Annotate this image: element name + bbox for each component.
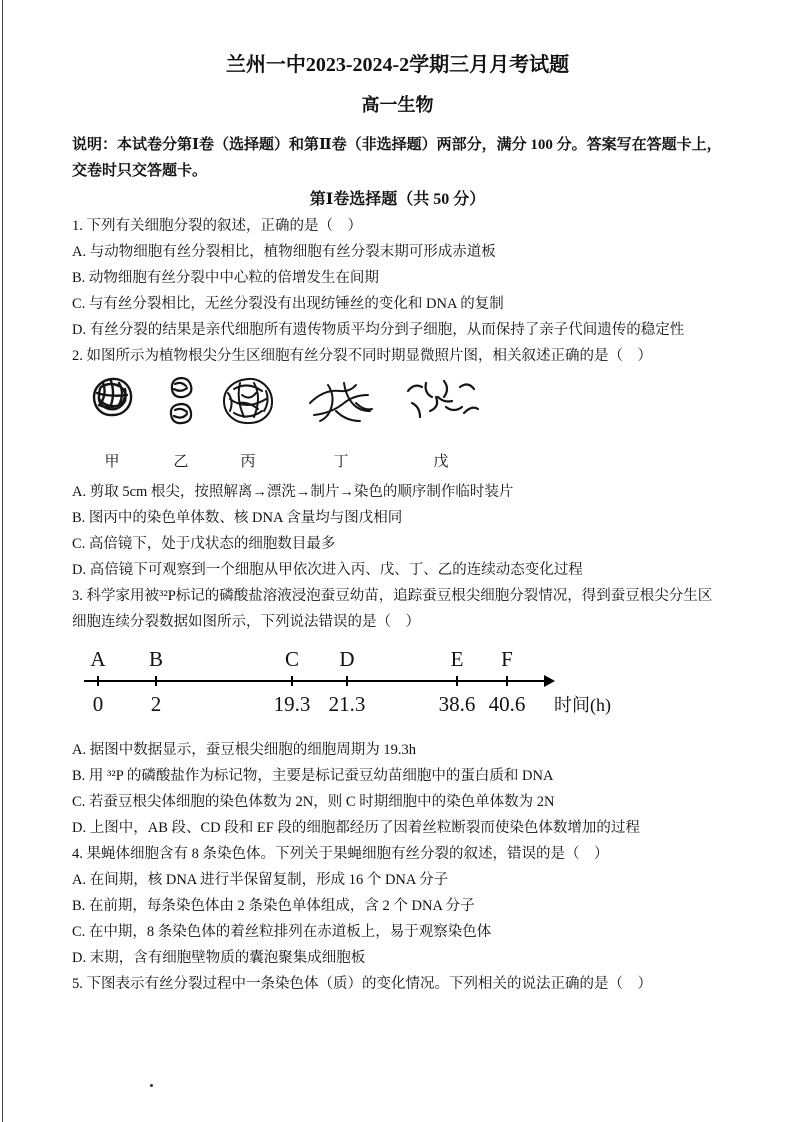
- timeline-value: 21.3: [328, 692, 366, 716]
- timeline-letter: E: [450, 647, 464, 671]
- cell-image-wu: [398, 375, 484, 471]
- cell-image-ding: [304, 375, 378, 471]
- question-2-stem: 2. 如图所示为植物根尖分生区细胞有丝分裂不同时期显微照片图，相关叙述正确的是（ ）: [72, 348, 652, 364]
- cell-blob-icon: [402, 375, 480, 425]
- question-1: [72, 213, 723, 343]
- question-3-stem: 3. 科学家用被³²P标记的磷酸盐溶液浸泡蚕豆幼苗，追踪蚕豆根尖细胞分裂情况，得到蚕豆根尖分生区细胞连续分裂数据如图所示，下列说法错误的是（ ）: [72, 588, 713, 630]
- question-4-option-a: A. 在间期，核 DNA 进行半保留复制，形成 16 个 DNA 分子: [72, 872, 449, 888]
- cell-label: 甲: [104, 454, 120, 470]
- mitosis-micrograph-figure: [72, 375, 723, 475]
- timeline-tick: [97, 676, 99, 686]
- question-5: [72, 971, 723, 997]
- page-title: 兰州一中2023-2024-2学期三月月考试题: [225, 54, 570, 76]
- timeline-tick: [346, 676, 348, 686]
- question-3: [72, 583, 723, 841]
- timeline-value: 19.3: [273, 692, 311, 716]
- question-5-stem: 5. 下图表示有丝分裂过程中一条染色体（质）的变化情况。下列相关的说法正确的是（ ）: [72, 976, 652, 992]
- timeline-unit-label: 时间(h): [554, 695, 611, 715]
- question-3-option-b: B. 用 ³²P 的磷酸盐作为标记物，主要是标记蚕豆幼苗细胞中的蛋白质和 DNA: [72, 768, 554, 784]
- exam-instructions: 说明：本试卷分第Ⅰ卷（选择题）和第Ⅱ卷（非选择题）两部分，满分 100 分。答案写在答题卡上，交卷时只交答题卡。: [72, 137, 722, 179]
- timeline-tick: [506, 676, 508, 686]
- timeline-tick: [155, 676, 157, 686]
- question-2-option-b: B. 图丙中的染色单体数、核 DNA 含量均与图戊相同: [72, 510, 403, 526]
- cell-blob-icon: [89, 375, 135, 419]
- timeline-value: 2: [150, 692, 162, 716]
- question-3-option-a: A. 据图中数据显示，蚕豆根尖细胞的细胞周期为 19.3h: [72, 742, 416, 758]
- cell-image-jia: [86, 375, 138, 471]
- question-4-option-c: C. 在中期，8 条染色体的着丝粒排列在赤道板上，易于观察染色体: [72, 924, 492, 940]
- cell-image-bing: [218, 375, 278, 471]
- timeline-value: 38.6: [438, 692, 476, 716]
- question-4-option-b: B. 在前期，每条染色体由 2 条染色单体组成，含 2 个 DNA 分子: [72, 898, 475, 914]
- question-3-option-c: C. 若蚕豆根尖体细胞的染色体数为 2N，则 C 时期细胞中的染色单体数为 2N: [72, 794, 555, 810]
- cell-label: 乙: [173, 454, 189, 470]
- question-2-option-c: C. 高倍镜下，处于戊状态的细胞数目最多: [72, 536, 336, 552]
- timeline-letter: F: [501, 647, 513, 671]
- timeline-value: 0: [92, 692, 104, 716]
- question-4-option-d: D. 末期，含有细胞壁物质的囊泡聚集成细胞板: [72, 950, 366, 966]
- timeline-axis-line: [84, 680, 546, 682]
- section-header: 第Ⅰ卷选择题（共 50 分）: [309, 191, 486, 208]
- question-4: [72, 841, 723, 971]
- timeline-tick: [456, 676, 458, 686]
- timeline-letter: B: [148, 647, 164, 671]
- question-2-option-d: D. 高倍镜下可观察到一个细胞从甲依次进入丙、戊、丁、乙的连续动态变化过程: [72, 562, 583, 578]
- cell-label: 丁: [333, 454, 349, 470]
- timeline-letter: A: [90, 647, 106, 671]
- cell-cycle-timeline-figure: [72, 647, 723, 727]
- cell-blob-icon: [220, 375, 276, 427]
- timeline-value: 40.6: [488, 692, 526, 716]
- stray-mark: [150, 1084, 153, 1087]
- question-1-option-a: A. 与动物细胞有丝分裂相比，植物细胞有丝分裂末期可形成赤道板: [72, 244, 496, 260]
- question-2-option-a: A. 剪取 5cm 根尖，按照解离→漂洗→制片→染色的顺序制作临时装片: [72, 484, 514, 500]
- page-subtitle: 高一生物: [361, 95, 434, 115]
- timeline-letter: D: [339, 647, 355, 671]
- question-3-option-d: D. 上图中，AB 段、CD 段和 EF 段的细胞都经历了因着丝粒断裂而使染色体数增加的过程: [72, 820, 640, 836]
- timeline-letter: C: [284, 647, 300, 671]
- question-2: [72, 343, 723, 583]
- cell-image-yi: [164, 375, 198, 471]
- axis-arrow-icon: [544, 675, 555, 687]
- question-4-stem: 4. 果蝇体细胞含有 8 条染色体。下列关于果蝇细胞有丝分裂的叙述，错误的是（ ）: [72, 846, 609, 862]
- cell-label: 丙: [240, 454, 256, 470]
- cell-label: 戊: [433, 454, 449, 470]
- timeline-tick: [291, 676, 293, 686]
- cell-blob-icon: [166, 375, 196, 427]
- question-1-option-c: C. 与有丝分裂相比，无丝分裂没有出现纺锤丝的变化和 DNA 的复制: [72, 296, 504, 312]
- question-1-stem: 1. 下列有关细胞分裂的叙述，正确的是（ ）: [72, 218, 362, 234]
- question-1-option-d: D. 有丝分裂的结果是亲代细胞所有遗传物质平均分到子细胞，从而保持了亲子代间遗传的稳定性: [72, 322, 685, 338]
- question-1-option-b: B. 动物细胞有丝分裂中中心粒的倍增发生在间期: [72, 270, 379, 286]
- cell-blob-icon: [306, 375, 376, 429]
